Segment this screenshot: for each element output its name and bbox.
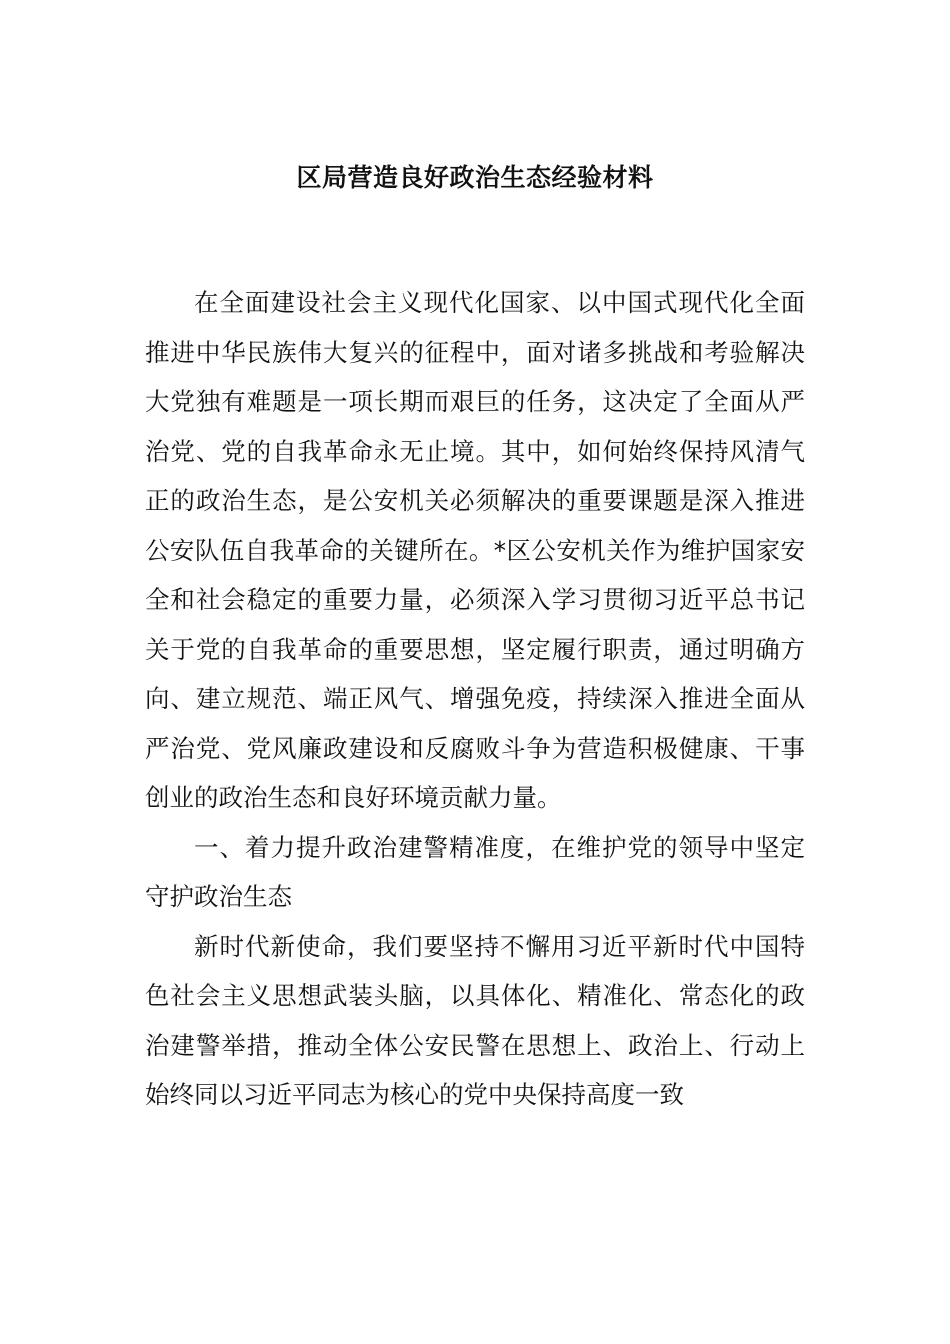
intro-paragraph: 在全面建设社会主义现代化国家、以中国式现代化全面推进中华民族伟大复兴的征程中，面对诸多挑战和考验解决大党独有难题是一项长期而艰巨的任务，这决定了全面从严治党、党的自我革命永无止境。其中，如何始终保持风清气正的政治生态，是公安机关必须解决的重要课题是深入推进公安队伍自我革命的关键所在。*区公安机关作为维护国家安全和社会稳定的重要力量，必须深入学习贯彻习近平总书记关于党的自我革命的重要思想，坚定履行职责，通过明确方向、建立规范、端正风气、增强免疫，持续深入推进全面从严治党、党风廉政建设和反腐败斗争为营造积极健康、干事创业的政治生态和良好环境贡献力量。 — [145, 288, 805, 812]
document-title: 区局营造良好政治生态经验材料 — [296, 163, 654, 192]
section-heading-1: 一、着力提升政治建警精准度，在维护党的领导中坚定守护政治生态 — [145, 832, 805, 911]
document-body — [145, 278, 805, 1120]
section-1-paragraph: 新时代新使命，我们要坚持不懈用习近平新时代中国特色社会主义思想武装头脑，以具体化、精准化、常态化的政治建警举措，推动全体公安民警在思想上、政治上、行动上始终同以习近平同志为核心的党中央保持高度一致 — [145, 931, 805, 1109]
